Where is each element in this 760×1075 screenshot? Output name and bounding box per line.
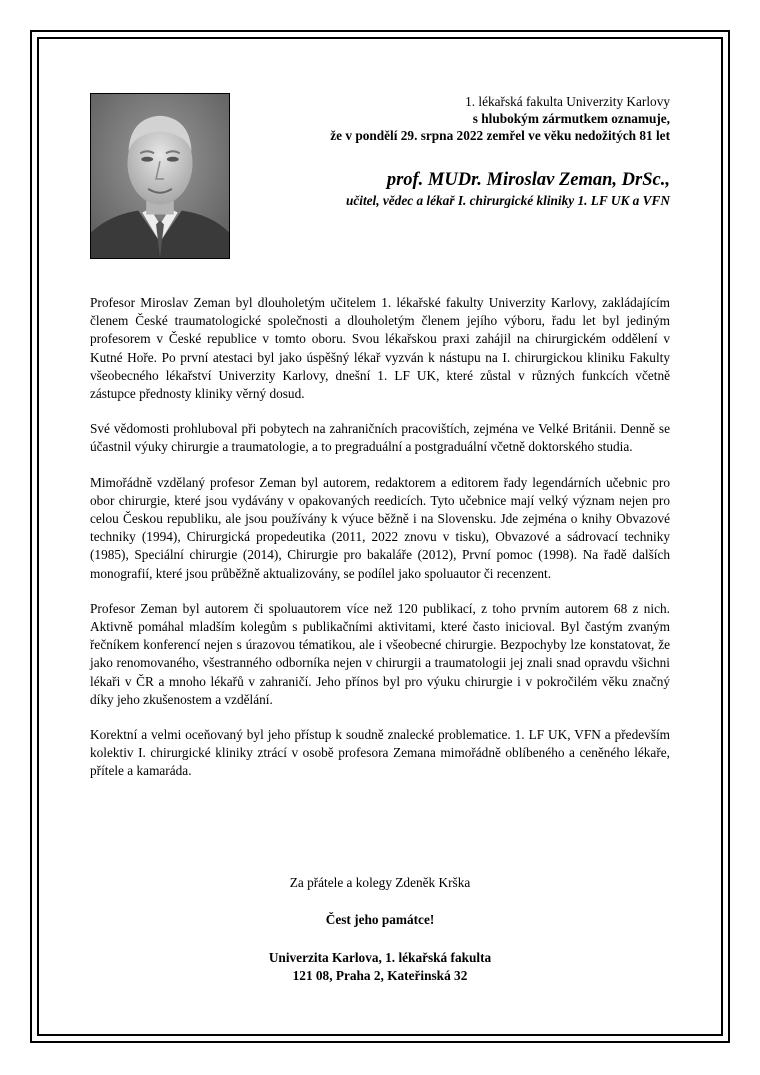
faculty-line: 1. lékařská fakulta Univerzity Karlovy bbox=[465, 94, 670, 109]
closing-line: Čest jeho památce! bbox=[325, 912, 435, 927]
paragraph: Profesor Miroslav Zeman byl dlouholetým učitelem 1. lékařské fakulty Univerzity Karlovy, zakládajícím členem České traumatologické společnosti a dlouholetým členem jejího výboru, řadu let byl jediným profesorem v České republice v tomto oboru. Svou lékařskou praxi zahájil na chirurgickém oddělení v Kutné Hoře. Po první atestaci byl jako úspěšný lékař vyzván k nástupu na I. chirurgickou kliniku Fakulty všeobecného lékařství Univerzity Karlovy, dnešní 1. LF UK, které zůstal v různých funkcích včetně zástupce přednosty kliniky věrný dosud. bbox=[90, 295, 670, 402]
signature: Za přátele a kolegy Zdeněk Krška bbox=[289, 875, 471, 890]
portrait-photo bbox=[90, 93, 230, 259]
death-date-line: že v pondělí 29. srpna 2022 zemřel ve věku nedožitých 81 let bbox=[330, 128, 670, 143]
paragraph: Korektní a velmi oceňovaný byl jeho přístup k soudně znalecké problematice. 1. LF UK, VFN a především kolektiv I. chirurgické kliniky ztrácí v osobě profesora Zemana mimořádně oblíbeného a ceněného lékaře, přítele a kamaráda. bbox=[90, 727, 670, 779]
address-line-2: 121 08, Praha 2, Kateřinská 32 bbox=[292, 968, 468, 983]
paragraph: Profesor Zeman byl autorem či spoluautorem více než 120 publikací, z toho prvním autorem 68 z nich. Aktivně pomáhal mladším kolegům s publikačními aktivitami, které často inicioval. Byl častým zvaným řečníkem konferencí nejen s úrazovou tématikou, ale i všeobecné chirurgie. Bezpochyby lze konstatovat, že jako renomovaného, všestranného odborníka nejen v chirurgii a traumatologii jej znali snad opravdu všichni lékaři v ČR a mnoho lékařů v zahraničí. Jeho přínos byl pro výuku chirurgie i v pokročilém věku značný díky jeho zkušenostem a vzdělání. bbox=[90, 600, 670, 707]
paragraph: Mimořádně vzdělaný profesor Zeman byl autorem, redaktorem a editorem řady legendárních učebnic pro obor chirurgie, které jsou vydávány v opakovaných reedicích. Tyto učebnice mají velký význam nejen pro celou Českou republiku, ale jsou používány k výuce běžně i na Slovensku. Jde zejména o knihy Obvazové techniky (1994), Chirurgická propedeutika (2011, 2022 znovu v tisku), Obvazové a sádrovací techniky (1985), Speciální chirurgie (2014), Chirurgie pro bakaláře (2012), První pomoc (1998). Na řadě dalších monografií, které jsou průběžně aktualizovány, se podílel jako spoluautor či recenzent. bbox=[90, 474, 670, 581]
deceased-name: prof. MUDr. Miroslav Zeman, DrSc., bbox=[386, 170, 670, 190]
obituary-body bbox=[90, 294, 670, 798]
paragraph: Své vědomosti prohluboval při pobytech na zahraničních pracovištích, zejména ve Velké Británii. Denně se účastnil výuky chirurgie a traumatologie, a to pregraduální a postgraduální včetně doktorského studia. bbox=[90, 421, 670, 455]
announcement-header bbox=[250, 93, 670, 144]
deceased-role: učitel, vědec a lékař I. chirurgické kliniky 1. LF UK a VFN bbox=[345, 193, 670, 208]
address-line-1: Univerzita Karlova, 1. lékařská fakulta bbox=[268, 950, 492, 965]
announcement-line: s hlubokým zármutkem oznamuje, bbox=[472, 111, 670, 126]
